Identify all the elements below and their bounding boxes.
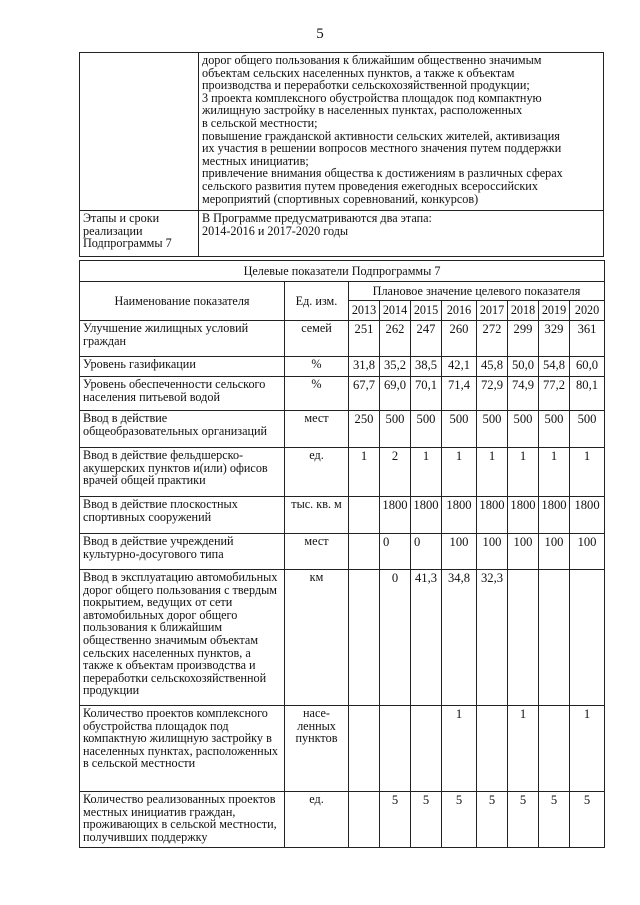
table-row [80, 534, 605, 570]
indicator-unit: семей [285, 321, 349, 357]
indicator-value: 260 [442, 321, 477, 357]
table-row [80, 321, 605, 357]
text-line: дорог общего пользования к ближайшим общественно значимым [202, 53, 542, 67]
header-unit: Ед. изм. [285, 282, 349, 321]
indicator-value: 100 [539, 534, 570, 570]
indicator-value [411, 706, 442, 792]
indicator-value [349, 792, 380, 848]
stages-value-cell [199, 211, 604, 257]
empty-label-cell [80, 53, 199, 211]
text-line: сельского развития путем проведения ежегодных всероссийских [202, 178, 538, 193]
indicator-value: 1 [411, 448, 442, 497]
indicator-value: 361 [570, 321, 605, 357]
header-year: 2018 [508, 301, 539, 321]
indicator-value: 72,9 [477, 377, 508, 411]
indicator-value: 71,4 [442, 377, 477, 411]
expected-results-cell [199, 53, 604, 211]
indicator-value: 2 [380, 448, 411, 497]
indicator-value: 1 [477, 448, 508, 497]
indicator-value [508, 570, 539, 706]
header-year: 2017 [477, 301, 508, 321]
table-row [80, 357, 605, 377]
indicator-unit: мест [285, 534, 349, 570]
target-indicators-table [79, 260, 605, 848]
indicator-name: Ввод в действие общеобразовательных организаций [80, 411, 285, 448]
text-line: жилищную застройку в населенных пунктах, расположенных [202, 103, 523, 118]
indicator-value: 31,8 [349, 357, 380, 377]
text-line: повышение гражданской активности сельских жителей, активизация [202, 128, 560, 143]
indicator-value: 5 [380, 792, 411, 848]
indicator-value: 100 [508, 534, 539, 570]
header-year: 2020 [570, 301, 605, 321]
indicator-value: 0 [380, 570, 411, 706]
indicator-unit: ед. [285, 792, 349, 848]
table-row [80, 411, 605, 448]
indicator-value: 1 [442, 448, 477, 497]
indicator-unit: тыс. кв. м [285, 497, 349, 534]
indicator-value: 77,2 [539, 377, 570, 411]
indicator-value: 5 [477, 792, 508, 848]
indicator-value: 41,3 [411, 570, 442, 706]
header-year: 2014 [380, 301, 411, 321]
indicator-value: 74,9 [508, 377, 539, 411]
table-row [80, 448, 605, 497]
indicator-value: 250 [349, 411, 380, 448]
indicator-value: 34,8 [442, 570, 477, 706]
indicator-value: 1800 [442, 497, 477, 534]
indicator-value [349, 570, 380, 706]
indicator-value: 0 [411, 534, 442, 570]
indicator-value: 500 [508, 411, 539, 448]
indicator-value: 80,1 [570, 377, 605, 411]
indicator-value: 1 [570, 448, 605, 497]
indicator-value: 100 [477, 534, 508, 570]
stages-label-line: Этапы и сроки [83, 211, 160, 225]
indicator-value: 1 [508, 448, 539, 497]
indicator-value: 299 [508, 321, 539, 357]
subprogram-passport-table [79, 52, 604, 257]
indicator-value: 1800 [477, 497, 508, 534]
indicator-value: 32,3 [477, 570, 508, 706]
header-year: 2013 [349, 301, 380, 321]
indicator-value: 5 [539, 792, 570, 848]
indicator-value: 1800 [380, 497, 411, 534]
indicator-value: 69,0 [380, 377, 411, 411]
indicator-value [349, 706, 380, 792]
indicator-value: 262 [380, 321, 411, 357]
indicator-value: 500 [539, 411, 570, 448]
text-line: их участия в решении вопросов местного значения путем поддержки [202, 141, 562, 156]
indicator-name: Улучшение жилищных условий граждан [80, 321, 285, 357]
stages-value-line: В Программе предусматриваются два этапа: [202, 211, 432, 225]
header-year: 2016 [442, 301, 477, 321]
stages-label-cell [80, 211, 199, 257]
indicator-value: 100 [442, 534, 477, 570]
table-row [80, 377, 605, 411]
indicator-value: 54,8 [539, 357, 570, 377]
indicator-name: Уровень обеспеченности сельского населения питьевой водой [80, 377, 285, 411]
header-year: 2015 [411, 301, 442, 321]
indicator-value: 1800 [570, 497, 605, 534]
indicator-value: 50,0 [508, 357, 539, 377]
indicator-value [477, 706, 508, 792]
indicator-value: 67,7 [349, 377, 380, 411]
indicator-value: 60,0 [570, 357, 605, 377]
indicator-unit: % [285, 357, 349, 377]
indicator-value [539, 706, 570, 792]
indicator-value: 70,1 [411, 377, 442, 411]
indicator-value [380, 706, 411, 792]
indicator-value: 500 [477, 411, 508, 448]
stages-label-line: Подпрограммы 7 [83, 236, 172, 251]
indicator-name: Ввод в действие плоскостных спортивных сооружений [80, 497, 285, 534]
indicator-value: 35,2 [380, 357, 411, 377]
indicator-value: 1 [442, 706, 477, 792]
indicator-value: 5 [570, 792, 605, 848]
indicator-value: 500 [442, 411, 477, 448]
indicator-value: 38,5 [411, 357, 442, 377]
indicator-value: 1 [539, 448, 570, 497]
text-line: в сельской местности; [202, 115, 318, 130]
table-row [80, 570, 605, 706]
indicator-unit: насе-ленных пунктов [285, 706, 349, 792]
indicator-value: 100 [570, 534, 605, 570]
indicator-value: 1 [508, 706, 539, 792]
indicator-value: 247 [411, 321, 442, 357]
text-line: объектам сельских населенных пунктов, а также к объектам [202, 65, 515, 80]
indicators-title: Целевые показатели Подпрограммы 7 [80, 261, 605, 282]
indicator-value: 272 [477, 321, 508, 357]
indicator-value: 0 [380, 534, 411, 570]
indicator-unit: мест [285, 411, 349, 448]
text-line: 3 проекта комплексного обустройства площадок под компактную [202, 90, 542, 105]
table-row [80, 497, 605, 534]
indicator-value [349, 534, 380, 570]
indicator-value: 42,1 [442, 357, 477, 377]
header-indicator-name: Наименование показателя [80, 282, 285, 321]
indicator-value: 45,8 [477, 357, 508, 377]
indicator-value [539, 570, 570, 706]
text-line: мероприятий (спортивных соревнований, конкурсов) [202, 191, 479, 206]
indicator-name: Ввод в действие фельдшерско-акушерских пунктов и(или) офисов врачей общей практики [80, 448, 285, 497]
indicator-unit: ед. [285, 448, 349, 497]
indicator-name: Количество проектов комплексного обустройства площадок под компактную жилищную застройку в населенных пунктах, расположенных в сельской местности [80, 706, 285, 792]
stages-value-line: 2014-2016 и 2017-2020 годы [202, 223, 349, 238]
indicator-value: 329 [539, 321, 570, 357]
indicator-value: 1800 [508, 497, 539, 534]
indicator-name: Уровень газификации [80, 357, 285, 377]
indicator-value: 5 [442, 792, 477, 848]
header-planned-value: Плановое значение целевого показателя [349, 282, 605, 301]
indicator-value: 500 [570, 411, 605, 448]
indicator-value: 1 [349, 448, 380, 497]
indicator-value: 5 [508, 792, 539, 848]
indicator-value: 1800 [539, 497, 570, 534]
table-row [80, 706, 605, 792]
table-row [80, 792, 605, 848]
indicator-value: 500 [411, 411, 442, 448]
indicator-value: 1800 [411, 497, 442, 534]
indicator-name: Ввод в эксплуатацию автомобильных дорог общего пользования с твердым покрытием, ведущих от сети автомобильных дорог общего пользования к ближайшим общественно значимым объектам сельских населенных пунктов, а также к объектам производства и переработки сельскохозяйственной продукции [80, 570, 285, 706]
indicator-value: 5 [411, 792, 442, 848]
indicator-value [570, 570, 605, 706]
text-line: привлечение внимания общества к достижениям в различных сферах [202, 166, 563, 181]
indicator-value: 500 [380, 411, 411, 448]
header-year: 2019 [539, 301, 570, 321]
text-line: производства и переработки сельскохозяйственной продукции; [202, 78, 530, 93]
indicator-value [349, 497, 380, 534]
page-number: 5 [316, 26, 324, 42]
stages-label-line: реализации [83, 223, 143, 238]
indicator-value: 1 [570, 706, 605, 792]
indicator-name: Ввод в действие учреждений культурно-досугового типа [80, 534, 285, 570]
indicator-unit: % [285, 377, 349, 411]
indicator-unit: км [285, 570, 349, 706]
indicator-value: 251 [349, 321, 380, 357]
text-line: местных инициатив; [202, 153, 309, 168]
indicator-name: Количество реализованных проектов местных инициатив граждан, проживающих в сельской местности, получивших поддержку [80, 792, 285, 848]
